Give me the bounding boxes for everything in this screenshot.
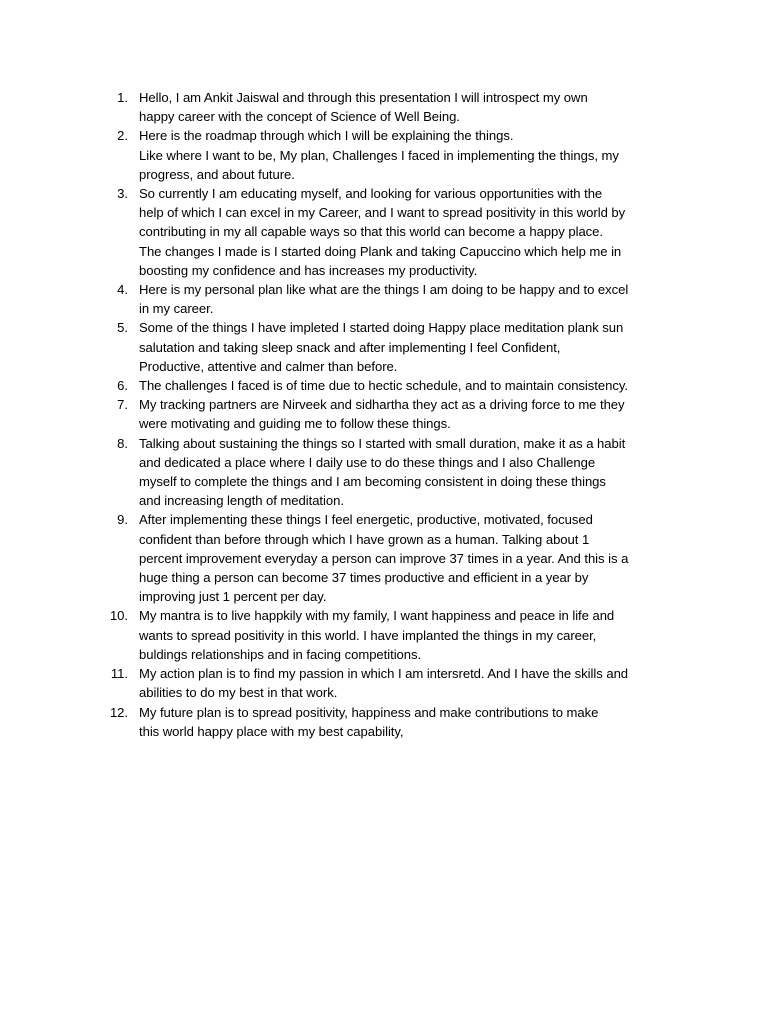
list-item-text-line: So currently I am educating myself, and looking for various opportunities with the (139, 186, 603, 202)
list-item-number: 8. (117, 435, 128, 451)
list-item (108, 318, 678, 376)
list-item-text-line: After implementing these things I feel energetic, productive, motivated, focused (139, 512, 593, 528)
list-item (108, 434, 678, 511)
list-item-number: 3. (117, 186, 128, 202)
list-item-text-line: Here is the roadmap through which I will be explaining the things. (139, 128, 514, 144)
list-item (108, 703, 678, 741)
list-item-text-line: improving just 1 percent per day. (139, 589, 327, 605)
list-item-text-line: Some of the things I have impleted I started doing Happy place meditation plank sun (139, 320, 624, 336)
list-item-number: 2. (117, 128, 128, 144)
list-item-text-line: percent improvement everyday a person can improve 37 times in a year. And this is a (139, 550, 629, 566)
list-item (108, 126, 678, 184)
list-item-text-line: My mantra is to live happkily with my family, I want happiness and peace in life and (139, 608, 615, 624)
list-item-text-line: confident than before through which I have grown as a human. Talking about 1 (139, 531, 590, 547)
list-item-number: 9. (117, 512, 128, 528)
list-item-number: 6. (117, 378, 128, 394)
list-item-text-line: this world happy place with my best capability, (139, 723, 404, 739)
list-item-text-line: Like where I want to be, My plan, Challenges I faced in implementing the things, my (139, 147, 619, 163)
list-item-text-line: and dedicated a place where I daily use to do these things and I also Challenge (139, 454, 596, 470)
list-item (108, 88, 678, 126)
list-item-number: 11. (110, 666, 128, 682)
list-item (108, 280, 678, 318)
list-item-number: 7. (117, 397, 128, 413)
list-item (108, 510, 678, 606)
list-item-text-line: Here is my personal plan like what are the things I am doing to be happy and to excel (139, 282, 629, 298)
list-item-text-line: buldings relationships and in facing competitions. (139, 646, 422, 662)
list-item-text-line: My action plan is to find my passion in which I am intersretd. And I have the skills and (139, 666, 629, 682)
list-item-text-line: help of which I can excel in my Career, and I want to spread positivity in this world by (139, 205, 626, 221)
list-item-text-line: Hello, I am Ankit Jaiswal and through this presentation I will introspect my own (139, 90, 588, 105)
list-item-number: 5. (117, 320, 128, 336)
list-item-number: 4. (117, 282, 128, 298)
list-item-text-line: contributing in my all capable ways so that this world can become a happy place. (139, 224, 603, 240)
list-item-text-line: happy career with the concept of Science of Well Being. (139, 109, 460, 125)
list-item-text-line: boosting my confidence and has increases my productivity. (139, 262, 478, 278)
list-item (108, 184, 678, 280)
list-item-text-line: progress, and about future. (139, 166, 295, 182)
list-item-text-line: abilities to do my best in that work. (139, 685, 338, 701)
list-item (108, 376, 678, 395)
list-item-text-line: salutation and taking sleep snack and after implementing I feel Confident, (139, 339, 561, 355)
list-item-text-line: myself to complete the things and I am becoming consistent in doing these things (139, 474, 606, 490)
list-item-text-line: The changes I made is I started doing Plank and taking Capuccino which help me in (139, 243, 622, 259)
list-item-text-line: wants to spread positivity in this world. I have implanted the things in my career, (139, 627, 597, 643)
numbered-list (108, 88, 678, 741)
list-item-text-line: and increasing length of meditation. (139, 493, 344, 509)
list-item-number: 12. (109, 704, 128, 720)
list-item-number: 1. (117, 90, 128, 105)
list-item-text-line: Talking about sustaining the things so I started with small duration, make it as a habit (139, 435, 626, 451)
list-item-text-line: huge thing a person can become 37 times productive and efficient in a year by (139, 570, 589, 586)
list-item (108, 395, 678, 433)
list-item-number: 10. (109, 608, 128, 624)
list-item-text-line: The challenges I faced is of time due to hectic schedule, and to maintain consistency. (139, 378, 628, 394)
list-item-text-line: My tracking partners are Nirveek and sidhartha they act as a driving force to me they (139, 397, 625, 413)
list-item-text-line: were motivating and guiding me to follow these things. (139, 416, 451, 432)
list-item-text-line: in my career. (139, 301, 214, 317)
list-item-text-line: Productive, attentive and calmer than before. (139, 358, 398, 374)
list-item-text-line: My future plan is to spread positivity, happiness and make contributions to make (139, 704, 599, 720)
list-item (108, 664, 678, 702)
list-item (108, 606, 678, 664)
